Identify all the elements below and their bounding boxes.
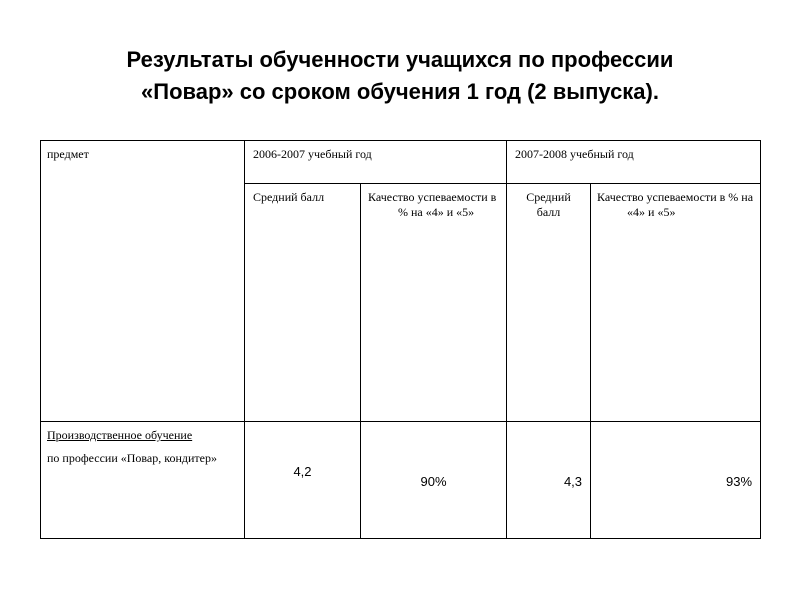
year1-quality-value: 90% [420,474,447,489]
year1-avg-cell [245,422,361,539]
title-line-1: Результаты обученности учащихся по профессии [126,47,674,72]
year2-avg-cell [507,422,591,539]
subject-title: Производственное обучение [47,428,193,442]
year1-avg-value: 4,2 [293,464,312,479]
year2-quality-value: 93% [726,474,753,489]
year1-quality-cell [361,422,507,539]
year2-quality-header-cell [591,184,761,422]
subject-cell [41,422,245,539]
results-table [40,140,761,539]
year1-quality-header: Качество успеваемости в % на «4» и «5» [368,190,497,219]
year1-avg-header: Средний балл [253,190,325,204]
year2-avg-header-cell [507,184,591,422]
year2-header: 2007-2008 учебный год [515,147,634,161]
year1-header-cell [245,141,507,184]
subject-profession: по профессии «Повар, кондитер» [47,451,217,465]
year1-avg-header-cell [245,184,361,422]
year1-quality-header-cell [361,184,507,422]
title-line-2: «Повар» со сроком обучения 1 год (2 выпуска). [141,79,659,104]
year2-quality-header: Качество успеваемости в % на «4» и «5» [597,190,754,219]
slide-title [0,44,800,108]
header-row [41,141,761,184]
year2-header-cell [507,141,761,184]
year2-avg-value: 4,3 [563,474,583,489]
year2-avg-header: Средний балл [526,190,571,219]
table-row [41,422,761,539]
year2-quality-cell [591,422,761,539]
subject-header-cell [41,141,245,422]
subject-header: предмет [47,147,89,161]
year1-header: 2006-2007 учебный год [253,147,372,161]
